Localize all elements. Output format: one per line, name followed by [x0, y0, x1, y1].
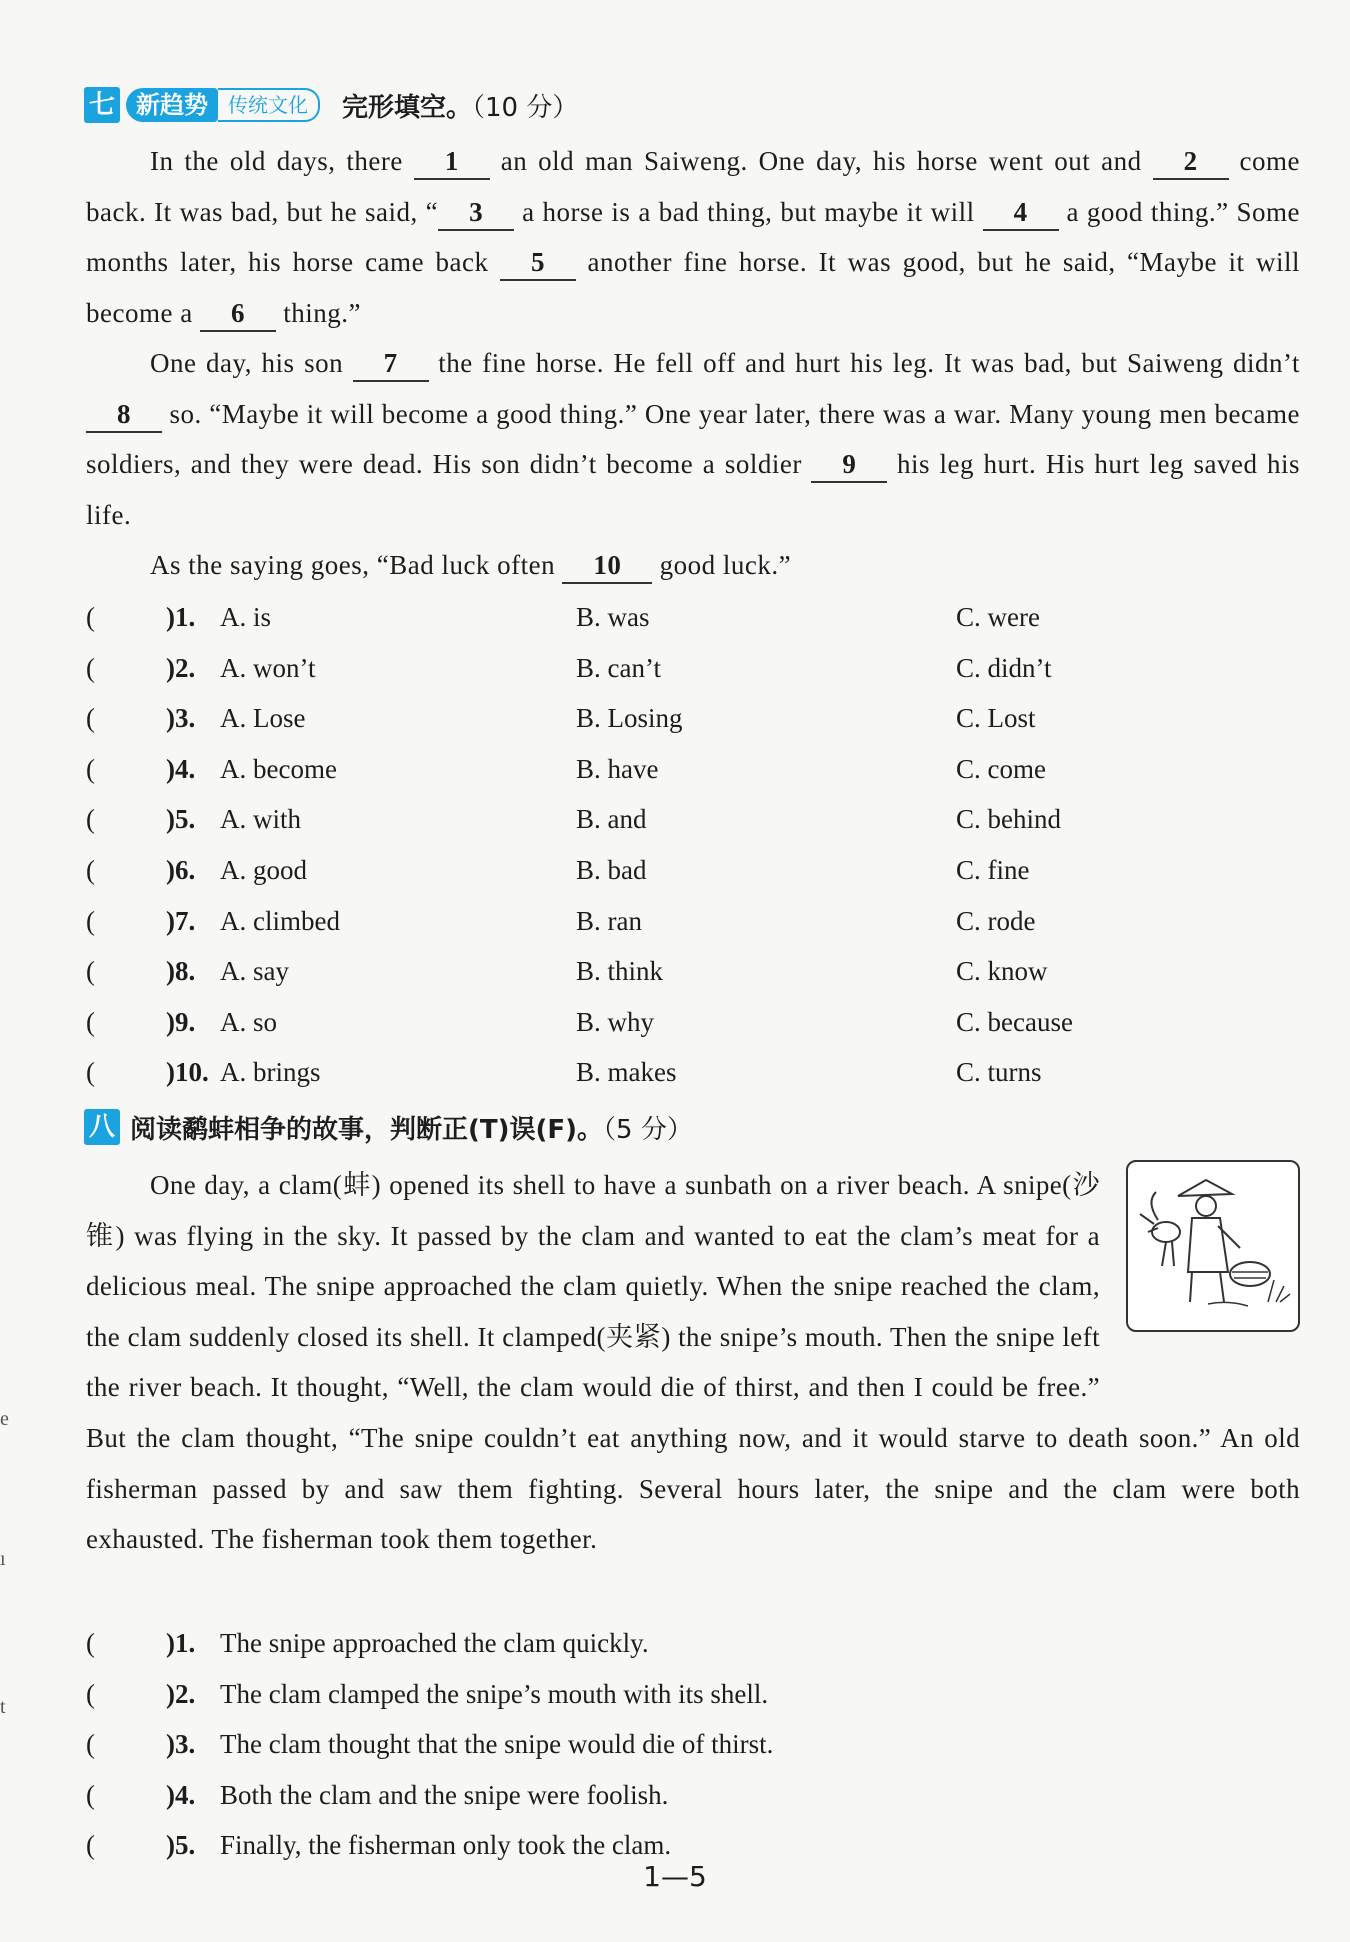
blank-3[interactable]: 3 — [438, 195, 514, 231]
option-c[interactable]: C. rode — [956, 905, 1036, 936]
question-number: )5. — [166, 804, 196, 835]
choice-list — [86, 592, 1300, 1098]
choice-row — [86, 946, 1300, 997]
statement-text: Finally, the fisherman only took the clam. — [220, 1830, 672, 1861]
true-false-list — [86, 1618, 1300, 1871]
answer-paren[interactable]: ( — [86, 1729, 95, 1760]
option-c[interactable]: C. behind — [956, 804, 1061, 835]
answer-paren[interactable]: ( — [86, 956, 95, 987]
option-a[interactable]: A. become — [220, 753, 337, 784]
choice-row — [86, 1047, 1300, 1098]
question-number: )2. — [166, 652, 196, 683]
option-c[interactable]: C. come — [956, 753, 1046, 784]
section-7-header — [84, 84, 578, 126]
page-number: 1—5 — [643, 1860, 707, 1893]
blank-10[interactable]: 10 — [562, 548, 652, 584]
blank-4[interactable]: 4 — [983, 195, 1059, 231]
answer-paren[interactable]: ( — [86, 1830, 95, 1861]
question-number: )3. — [166, 703, 196, 734]
tf-row — [86, 1618, 1300, 1669]
choice-row — [86, 643, 1300, 694]
blank-2[interactable]: 2 — [1153, 144, 1229, 180]
question-number: )8. — [166, 956, 196, 987]
blank-7[interactable]: 7 — [353, 346, 429, 382]
choice-row — [86, 744, 1300, 795]
option-b[interactable]: B. was — [576, 602, 650, 632]
blank-9[interactable]: 9 — [811, 447, 887, 483]
cloze-paragraph-3: As the saying goes, “Bad luck often 10 good luck.” — [86, 540, 1300, 591]
section-8-header — [84, 1106, 693, 1148]
question-number: )6. — [166, 854, 196, 885]
edge-fragment: t — [0, 1696, 6, 1718]
answer-paren[interactable]: ( — [86, 854, 95, 885]
option-b[interactable]: B. why — [576, 1006, 655, 1037]
edge-fragment: ı — [0, 1548, 6, 1570]
statement-text: The clam clamped the snipe’s mouth with its shell. — [220, 1678, 769, 1709]
option-a[interactable]: A. is — [220, 602, 272, 632]
option-a[interactable]: A. with — [220, 804, 301, 835]
story-passage: One day, a clam(蚌) opened its shell to have a sunbath on a river beach. A snipe(沙锥) was flying in the sky. It passed by the clam and wanted to eat the clam’s meat for a delicious meal. The snipe approached the clam quietly. When the snipe reached the clam, the clam suddenly closed its shell. It clamped(夹紧) the snipe’s mouth. Then the snipe left the river beach. It thought, “Well, the clam would die of thirst, and then I could be free.” But the clam thought, “The snipe couldn’t eat anything now, and it would starve to death soon.” An old fisherman passed by and saw them fighting. Several hours later, the snipe and the clam were both exhausted. The fisherman took them together. — [86, 1160, 1300, 1565]
answer-paren[interactable]: ( — [86, 1006, 95, 1037]
option-c[interactable]: C. turns — [956, 1057, 1042, 1088]
choice-row — [86, 845, 1300, 896]
option-b[interactable]: B. think — [576, 956, 664, 987]
edge-fragment: e — [0, 1408, 9, 1430]
illustration-spacer — [1100, 1160, 1300, 1372]
cloze-paragraph-2: One day, his son 7 the fine horse. He fell off and hurt his leg. It was bad, but Saiweng didn’t 8 so. “Maybe it will become a good thing.” One year later, there was a war. Many young men became soldiers, and they were dead. His son didn’t become a soldier 9 his leg hurt. His hurt leg saved his life. — [86, 348, 1301, 530]
answer-paren[interactable]: ( — [86, 804, 95, 835]
option-c[interactable]: C. didn’t — [956, 652, 1052, 683]
option-b[interactable]: B. can’t — [576, 652, 661, 683]
option-a[interactable]: A. say — [220, 956, 289, 987]
option-a[interactable]: A. so — [220, 1006, 278, 1037]
answer-paren[interactable]: ( — [86, 602, 95, 632]
option-a[interactable]: A. climbed — [220, 905, 340, 936]
question-number: )9. — [166, 1006, 196, 1037]
answer-paren[interactable]: ( — [86, 753, 95, 784]
option-a[interactable]: A. good — [220, 854, 307, 885]
tf-row — [86, 1770, 1300, 1821]
question-number: )10. — [166, 1057, 209, 1088]
tf-row — [86, 1669, 1300, 1720]
culture-tag: 传统文化 — [218, 88, 320, 122]
answer-paren[interactable]: ( — [86, 1779, 95, 1810]
question-number: )1. — [166, 1628, 196, 1658]
choice-row — [86, 693, 1300, 744]
option-b[interactable]: B. makes — [576, 1057, 677, 1088]
blank-5[interactable]: 5 — [500, 245, 576, 281]
option-c[interactable]: C. because — [956, 1006, 1073, 1037]
question-number: )4. — [166, 1779, 196, 1810]
question-number: )3. — [166, 1729, 196, 1760]
choice-row — [86, 896, 1300, 947]
statement-text: The clam thought that the snipe would die of thirst. — [220, 1729, 774, 1760]
choice-row — [86, 794, 1300, 845]
option-c[interactable]: C. fine — [956, 854, 1030, 885]
question-number: )2. — [166, 1678, 196, 1709]
blank-1[interactable]: 1 — [414, 144, 490, 180]
question-number: )5. — [166, 1830, 196, 1861]
option-a[interactable]: A. won’t — [220, 652, 316, 683]
choice-row — [86, 592, 1300, 643]
choice-row — [86, 997, 1300, 1048]
section-number: 八 — [84, 1109, 120, 1145]
cloze-paragraph-1: In the old days, there 1 an old man Saiweng. One day, his horse went out and 2 come back. It was bad, but he said, “ 3 a horse is a bad thing, but maybe it will 4 a good thing.” Some months later, his horse came back 5 another fine horse. It was good, but he said, “Maybe it will become a 6 thing.” — [86, 136, 1300, 338]
blank-8[interactable]: 8 — [86, 397, 162, 433]
answer-paren[interactable]: ( — [86, 905, 95, 936]
blank-6[interactable]: 6 — [200, 296, 276, 332]
option-c[interactable]: C. know — [956, 956, 1048, 987]
section-title: 完形填空。（10 分） — [342, 92, 579, 123]
option-c[interactable]: C. were — [956, 602, 1040, 632]
option-a[interactable]: A. brings — [220, 1057, 321, 1088]
option-b[interactable]: B. bad — [576, 854, 647, 885]
option-b[interactable]: B. and — [576, 804, 647, 835]
answer-paren[interactable]: ( — [86, 1057, 95, 1088]
trend-tag: 新趋势 — [126, 88, 218, 122]
section-number: 七 — [84, 87, 120, 123]
question-number: )4. — [166, 753, 196, 784]
option-b[interactable]: B. Losing — [576, 703, 683, 734]
option-b[interactable]: B. ran — [576, 905, 642, 936]
answer-paren[interactable]: ( — [86, 652, 95, 683]
statement-text: Both the clam and the snipe were foolish. — [220, 1779, 669, 1810]
option-a[interactable]: A. Lose — [220, 703, 306, 734]
question-number: )7. — [166, 905, 196, 936]
answer-paren[interactable]: ( — [86, 1628, 95, 1658]
statement-text: The snipe approached the clam quickly. — [220, 1628, 649, 1658]
answer-paren[interactable]: ( — [86, 703, 95, 734]
option-c[interactable]: C. Lost — [956, 703, 1036, 734]
tf-row — [86, 1719, 1300, 1770]
answer-paren[interactable]: ( — [86, 1678, 95, 1709]
section-title: 阅读鹬蚌相争的故事，判断正(T)误(F)。（5 分） — [130, 1114, 693, 1145]
question-number: )1. — [166, 602, 196, 632]
option-b[interactable]: B. have — [576, 753, 659, 784]
